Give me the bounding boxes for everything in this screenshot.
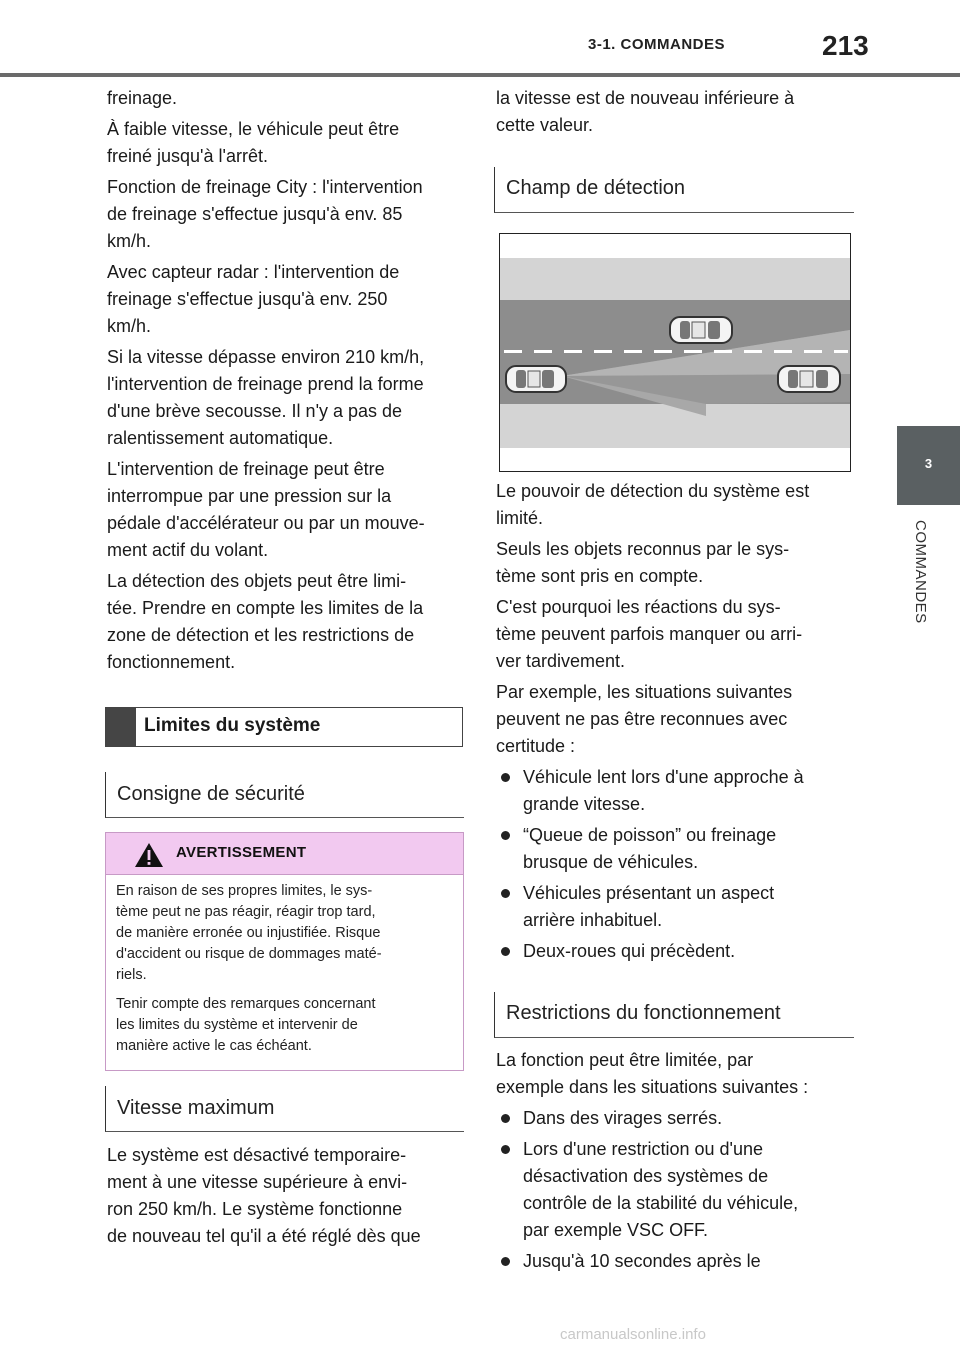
text-line: ron 250 km/h. Le système fonctionne <box>107 1199 403 1219</box>
detection-field-illustration <box>500 234 850 471</box>
text-line: Véhicules présentant un aspect <box>523 883 775 903</box>
lead-car-icon <box>778 366 840 392</box>
text-line: de nouveau tel qu'il a été réglé dès que <box>107 1226 421 1246</box>
text-line: Seuls les objets reconnus par le sys- <box>496 539 790 559</box>
detection-title: Champ de détection <box>506 177 686 199</box>
detection-bullet-list <box>496 764 804 969</box>
text-line: certitude : <box>496 736 576 756</box>
list-item <box>496 764 804 818</box>
text-line: tème peuvent parfois manquer ou arri- <box>496 624 803 644</box>
text-line: l'intervention de freinage prend la forme <box>107 374 424 394</box>
text-line: arrière inhabituel. <box>523 910 663 930</box>
text-line: peuvent ne pas être reconnues avec <box>496 709 788 729</box>
header-divider <box>0 73 960 77</box>
text-line: Véhicule lent lors d'une approche à <box>523 767 804 787</box>
bullet-icon <box>501 947 510 956</box>
list-item <box>496 822 804 876</box>
text-line: pédale d'accélérateur ou par un mouve- <box>107 513 425 533</box>
own-car-icon <box>506 366 566 392</box>
list-item <box>496 1136 798 1244</box>
warning-triangle-icon <box>134 842 164 868</box>
text-line: de freinage s'effectue jusqu'à env. 85 <box>107 204 403 224</box>
text-line: d'accident ou risque de dommages maté- <box>116 946 382 962</box>
bullet-icon <box>501 889 510 898</box>
text-line: de manière erronée ou injustifiée. Risque <box>116 925 381 941</box>
text-line: les limites du système et intervenir de <box>116 1017 358 1033</box>
text-line: tème sont pris en compte. <box>496 566 704 586</box>
text-line: ment actif du volant. <box>107 540 269 560</box>
bullet-icon <box>501 1257 510 1266</box>
warning-box <box>105 832 464 1071</box>
warning-header <box>106 833 463 875</box>
text-line: Le système est désactivé temporaire- <box>107 1145 407 1165</box>
list-item <box>496 1248 798 1275</box>
text-line: Dans des virages serrés. <box>523 1108 723 1128</box>
text-line: Avec capteur radar : l'intervention de <box>107 262 400 282</box>
text-line: L'intervention de freinage peut être <box>107 459 385 479</box>
text-line: tème peut ne pas réagir, réagir trop tard, <box>116 904 376 920</box>
page-number: 213 <box>822 30 869 61</box>
text-line: Lors d'une restriction ou d'une <box>523 1139 764 1159</box>
text-line: zone de détection et les restrictions de <box>107 625 415 645</box>
text-line: “Queue de poisson” ou freinage <box>523 825 777 845</box>
text-line: La fonction peut être limitée, par <box>496 1050 754 1070</box>
list-item <box>496 938 804 965</box>
safety-subheading <box>105 772 464 818</box>
chapter-tab-number: 3 <box>924 456 933 471</box>
bullet-icon <box>501 1114 510 1123</box>
detection-text <box>496 478 809 760</box>
text-line: La détection des objets peut être limi- <box>107 571 407 591</box>
text-line: freinage s'effectue jusqu'à env. 250 <box>107 289 388 309</box>
detection-subheading <box>494 167 854 213</box>
text-line: Le pouvoir de détection du système est <box>496 481 810 501</box>
bullet-icon <box>501 773 510 782</box>
text-line: ment à une vitesse supérieure à envi- <box>107 1172 408 1192</box>
text-line: exemple dans les situations suivantes : <box>496 1077 809 1097</box>
right-continuation-text <box>496 85 794 139</box>
system-limits-title: Limites du système <box>144 715 321 736</box>
text-line: riels. <box>116 967 147 983</box>
chapter-tab-label: COMMANDES <box>912 520 929 624</box>
text-line: freinage. <box>107 88 178 108</box>
system-limits-heading <box>105 707 463 747</box>
text-line: grande vitesse. <box>523 794 646 814</box>
text-line: cette valeur. <box>496 115 594 135</box>
other-lane-car-icon <box>670 317 732 343</box>
text-line: Jusqu'à 10 secondes après le <box>523 1251 761 1271</box>
text-line: À faible vitesse, le véhicule peut être <box>107 119 400 139</box>
max-speed-title: Vitesse maximum <box>117 1097 275 1119</box>
text-line: fonctionnement. <box>107 652 236 672</box>
text-line: manière active le cas échéant. <box>116 1038 312 1054</box>
text-line: Fonction de freinage City : l'intervention <box>107 177 423 197</box>
warning-title: AVERTISSEMENT <box>176 844 307 861</box>
text-line: contrôle de la stabilité du véhicule, <box>523 1193 799 1213</box>
text-line: limité. <box>496 508 544 528</box>
heading-accent-bar <box>106 708 136 746</box>
text-line: brusque de véhicules. <box>523 852 699 872</box>
restrictions-title: Restrictions du fonctionnement <box>506 1002 781 1024</box>
text-line: ver tardivement. <box>496 651 626 671</box>
restrictions-bullet-list <box>496 1105 798 1279</box>
text-line: d'une brève secousse. Il n'y a pas de <box>107 401 403 421</box>
text-line: Si la vitesse dépasse environ 210 km/h, <box>107 347 425 367</box>
text-line: C'est pourquoi les réactions du sys- <box>496 597 781 617</box>
text-line: par exemple VSC OFF. <box>523 1220 709 1240</box>
text-line: Tenir compte des remarques concernant <box>116 996 376 1012</box>
list-item <box>496 880 804 934</box>
text-line: freiné jusqu'à l'arrêt. <box>107 146 268 166</box>
bullet-icon <box>501 831 510 840</box>
text-line: tée. Prendre en compte les limites de la <box>107 598 424 618</box>
chapter-tab-label-wrap <box>898 520 938 650</box>
text-line: Deux-roues qui précèdent. <box>523 941 736 961</box>
text-line: Par exemple, les situations suivantes <box>496 682 793 702</box>
running-header-section: 3-1. COMMANDES <box>588 36 726 53</box>
text-line: la vitesse est de nouveau inférieure à <box>496 88 795 108</box>
text-line: km/h. <box>107 231 152 251</box>
restrictions-text <box>496 1047 808 1101</box>
text-line: km/h. <box>107 316 152 336</box>
text-line: interrompue par une pression sur la <box>107 486 392 506</box>
detection-field-diagram <box>499 233 851 472</box>
text-line: désactivation des systèmes de <box>523 1166 769 1186</box>
watermark-text: carmanualsonline.info <box>560 1326 706 1343</box>
warning-body <box>116 881 382 1057</box>
text-line: En raison de ses propres limites, le sys- <box>116 883 373 899</box>
max-speed-text <box>107 1142 421 1250</box>
list-item <box>496 1105 798 1132</box>
left-intro-text <box>107 85 425 676</box>
bullet-icon <box>501 1145 510 1154</box>
text-line: ralentissement automatique. <box>107 428 334 448</box>
safety-title: Consigne de sécurité <box>117 783 305 805</box>
restrictions-subheading <box>494 992 854 1038</box>
max-speed-subheading <box>105 1086 464 1132</box>
